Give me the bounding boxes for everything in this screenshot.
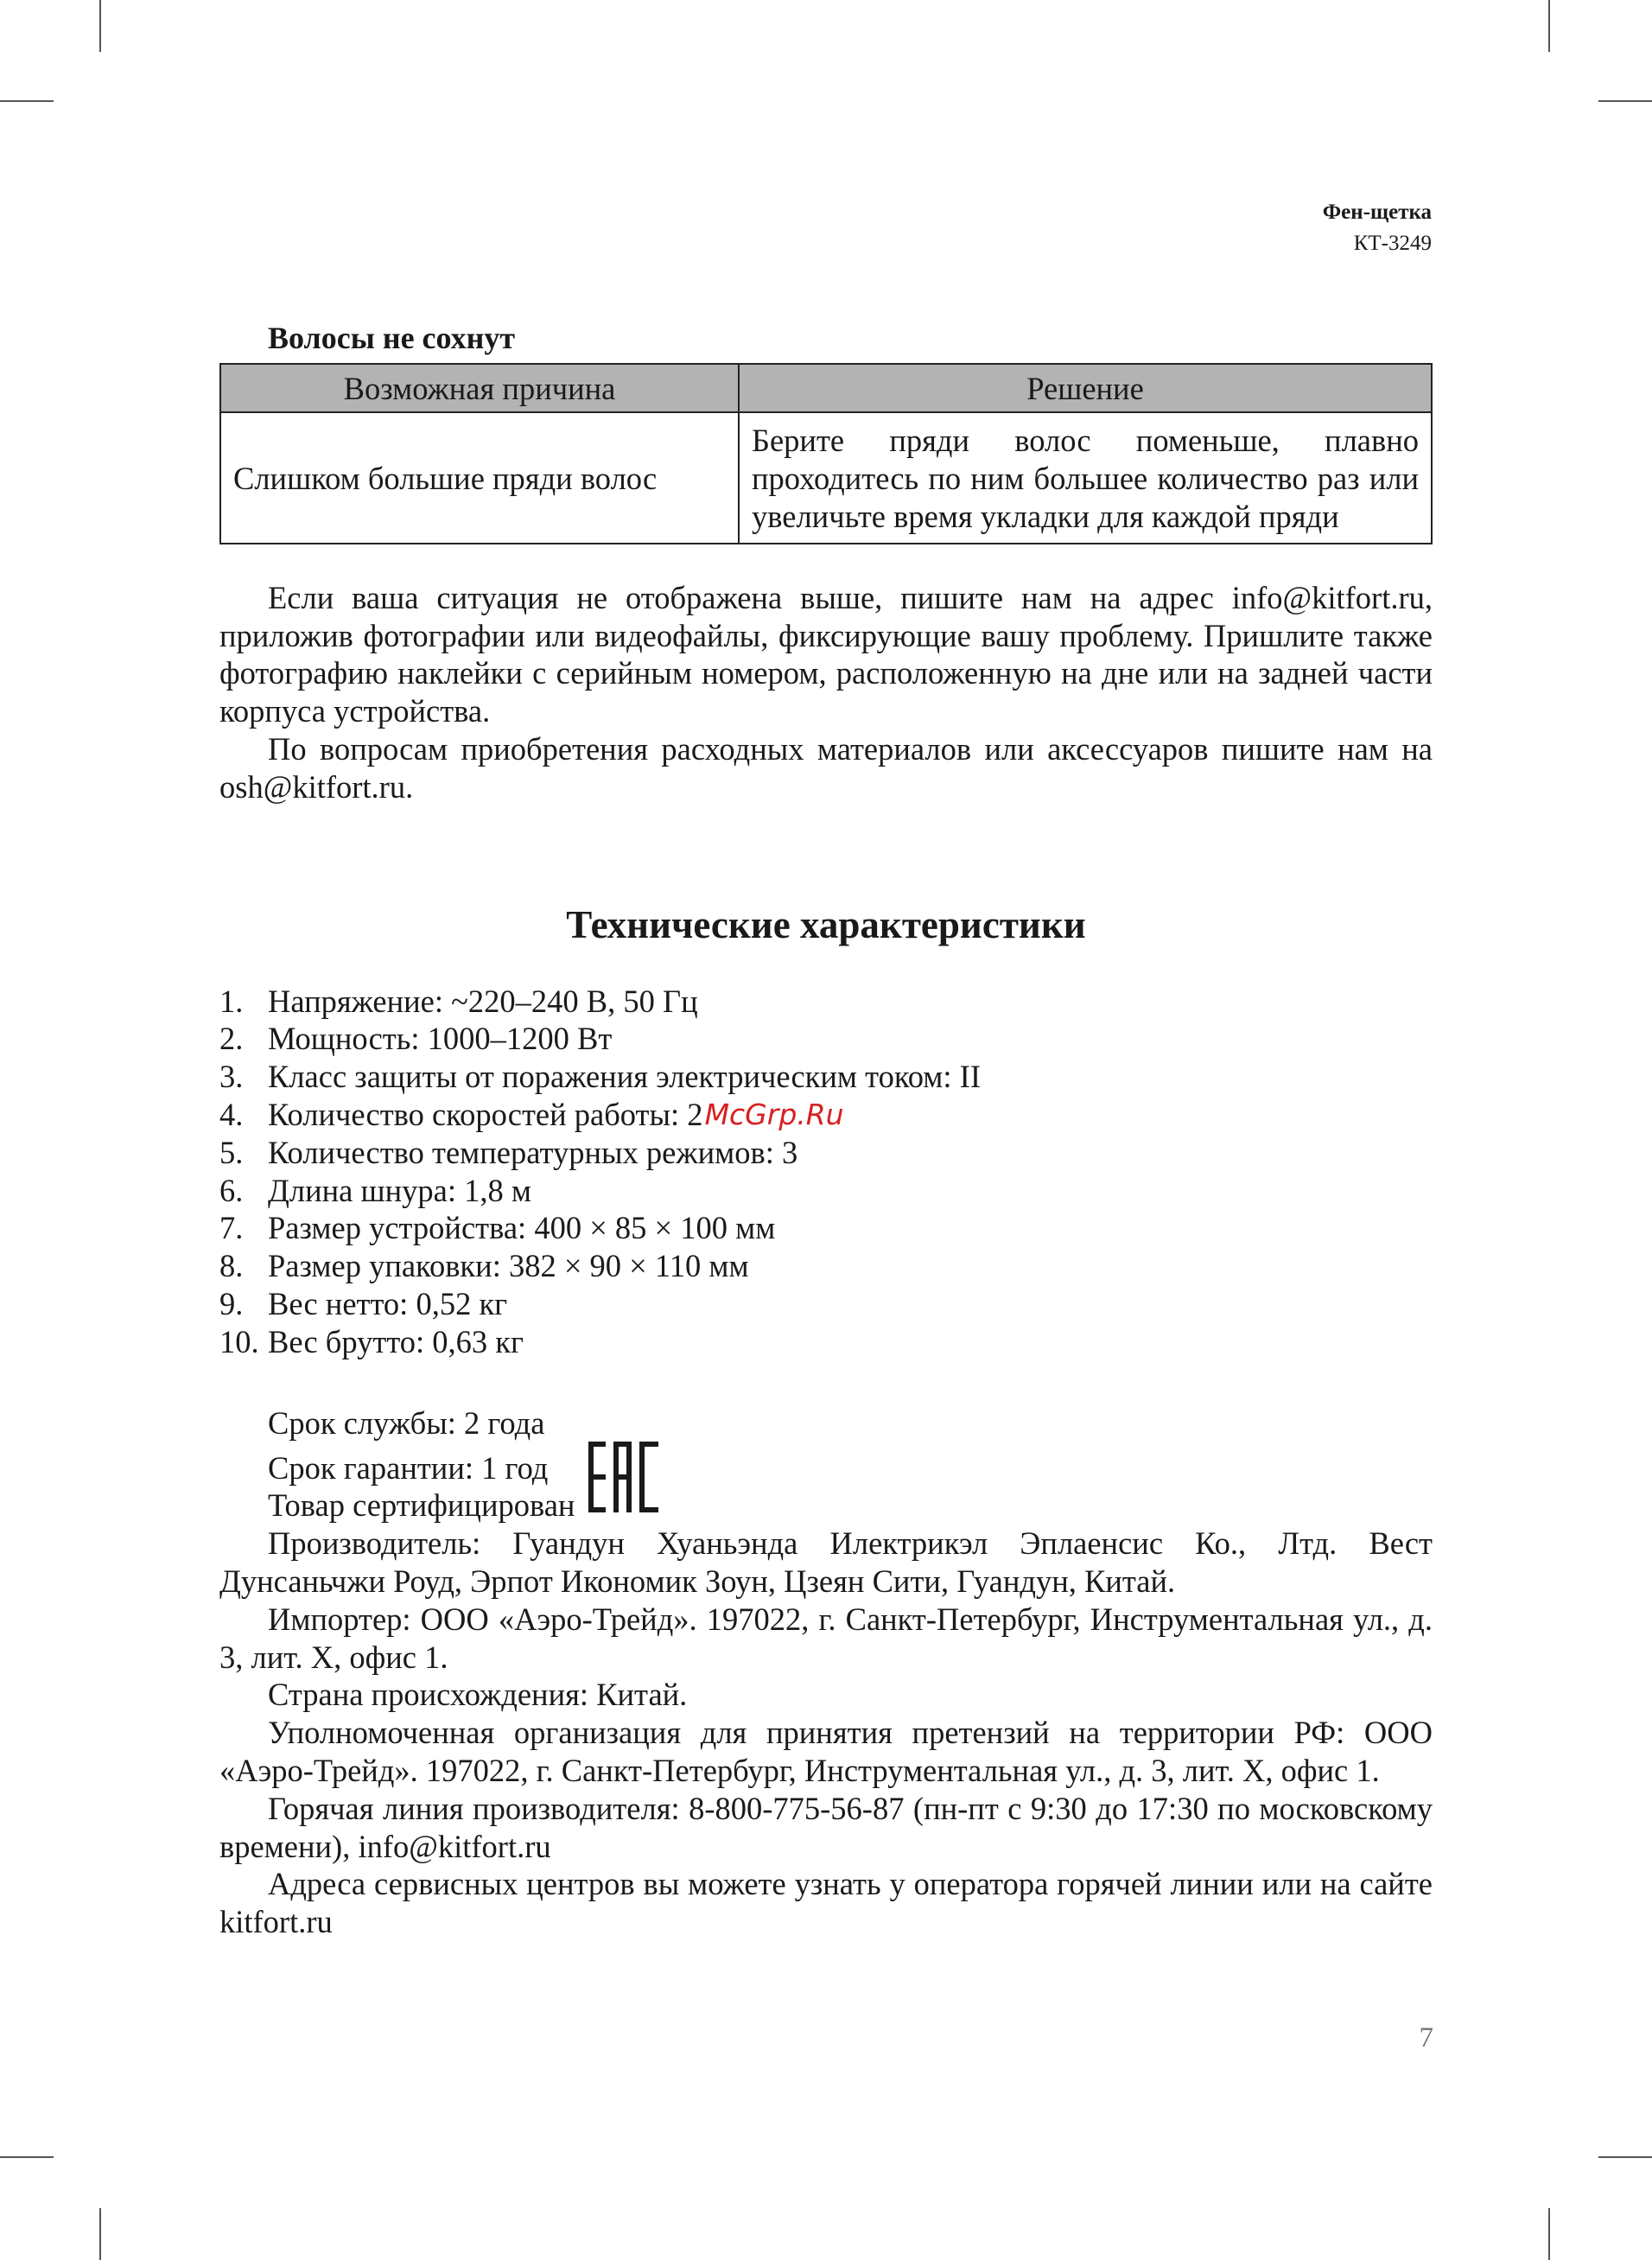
specs-title: Технические характеристики bbox=[566, 902, 1086, 946]
list-item: 1. Напряжение: ~220–240 В, 50 Гц bbox=[219, 983, 698, 1019]
eac-icon bbox=[588, 1442, 659, 1521]
crop-mark bbox=[0, 100, 54, 102]
service-centers: Адреса сервисных центров вы можете узнать у оператора горячей линии или на сайте kitfort.ru bbox=[219, 1866, 1433, 1940]
list-item: 7. Размер устройства: 400 × 85 × 100 мм bbox=[219, 1210, 776, 1246]
product-name: Фен-щетка bbox=[1322, 201, 1432, 224]
running-header bbox=[1323, 197, 1432, 259]
list-item: 3. Класс защиты от поражения электрическим током: II bbox=[219, 1059, 981, 1095]
list-item: 9. Вес нетто: 0,52 кг bbox=[219, 1285, 508, 1321]
authorized-organization: Уполномоченная организация для принятия претензий на территории РФ: ООО «Аэро-Трейд». 197022, г. Санкт-Петербург, Инструментальная ул., д. 3, лит. Х, офис 1. bbox=[219, 1715, 1433, 1788]
column-header-cause: Возможная причина bbox=[220, 364, 739, 412]
manufacturer: Производитель: Гуандун Хуаньэнда Илектрикэл Эплаенсис Ко., Лтд. Вест Дунсаньчжи Роуд, Эрпот Икономик Зоун, Цзеян Сити, Гуандун, Китай. bbox=[219, 1525, 1433, 1599]
certification-row bbox=[219, 1442, 1433, 1525]
hotline: Горячая линия производителя: 8-800-775-56-87 (пн-пт с 9:30 до 17:30 по московскому времени), info@kitfort.ru bbox=[219, 1790, 1433, 1864]
warranty: Срок гарантии: 1 год bbox=[268, 1449, 549, 1486]
table-header-row bbox=[220, 364, 1432, 412]
product-model: КТ-3249 bbox=[1353, 232, 1432, 255]
page-number: 7 bbox=[1419, 2022, 1433, 2053]
crop-mark bbox=[1548, 2208, 1550, 2260]
list-item: 2. Мощность: 1000–1200 Вт bbox=[219, 1021, 613, 1057]
service-life: Срок службы: 2 года bbox=[268, 1404, 545, 1441]
crop-mark bbox=[1548, 0, 1550, 52]
page-content bbox=[219, 320, 1433, 1941]
certified: Товар сертифицирован bbox=[268, 1487, 575, 1524]
country-of-origin: Страна происхождения: Китай. bbox=[268, 1677, 688, 1713]
crop-mark bbox=[99, 2208, 101, 2260]
contact-paragraph: Если ваша ситуация не отображена выше, пишите нам на адрес info@kitfort.ru, приложив фотографии или видеофайлы, фиксирующие вашу проблему. Пришлите также фотографию наклейки с серийным номером, расположенную на дне или на задней части корпуса устройства. bbox=[219, 579, 1433, 729]
problem-heading: Волосы не сохнут bbox=[268, 321, 516, 355]
list-item: 6. Длина шнура: 1,8 м bbox=[219, 1172, 531, 1208]
crop-mark bbox=[1598, 100, 1652, 102]
specs-list bbox=[219, 983, 1433, 1361]
accessories-paragraph: По вопросам приобретения расходных материалов или аксессуаров пишите нам на osh@kitfort.ru. bbox=[219, 730, 1433, 805]
list-item: 5. Количество температурных режимов: 3 bbox=[219, 1134, 798, 1170]
table-row bbox=[220, 412, 1432, 544]
crop-mark bbox=[1598, 2156, 1652, 2158]
crop-mark bbox=[0, 2156, 54, 2158]
column-header-solution: Решение bbox=[739, 364, 1432, 412]
info-block bbox=[219, 1404, 1433, 1941]
troubleshooting-table bbox=[219, 363, 1433, 544]
solution-cell: Берите пряди волос поменьше, плавно проходитесь по ним большее количество раз или увеличьте время укладки для каждой пряди bbox=[739, 412, 1432, 544]
list-item: 10. Вес брутто: 0,63 кг bbox=[219, 1323, 524, 1359]
list-item: 4. Количество скоростей работы: 2 McGrp.Ru bbox=[219, 1096, 844, 1132]
importer: Импортер: ООО «Аэро-Трейд». 197022, г. Санкт-Петербург, Инструментальная ул., д. 3, лит. Х, офис 1. bbox=[219, 1601, 1433, 1675]
list-item: 8. Размер упаковки: 382 × 90 × 110 мм bbox=[219, 1248, 749, 1284]
watermark: McGrp.Ru bbox=[704, 1097, 844, 1131]
crop-mark bbox=[99, 0, 101, 52]
cause-cell: Слишком большие пряди волос bbox=[220, 412, 739, 544]
